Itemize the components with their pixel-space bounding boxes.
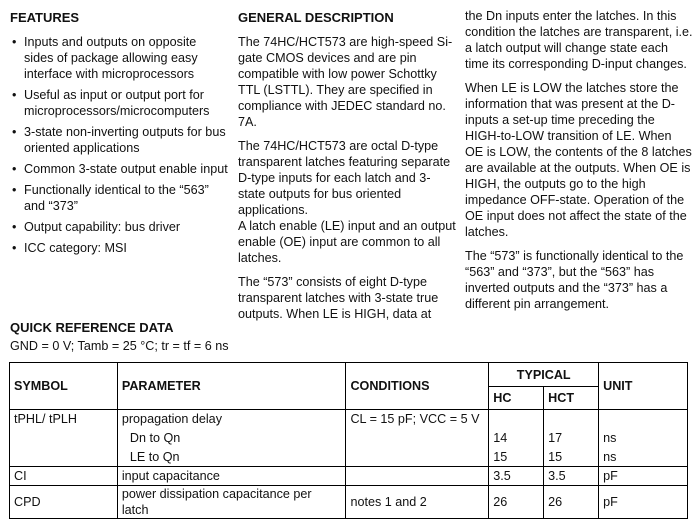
cell-unit — [599, 410, 688, 429]
list-item: • Useful as input or output port for microprocessors/microcomputers — [10, 87, 228, 119]
cell-parameter: power dissipation capacitance per latch — [117, 486, 346, 519]
paragraph: When LE is LOW the latches store the information that was present at the D-inputs a set-up time preceding the HIGH-to-LOW transition of LE. When OE is LOW, the contents of the 8 latches are available at the outputs. When OE is HIGH, the outputs go to the high impedance OFF-state. Operation of the OE input does not affect the state of the latches. — [465, 81, 692, 239]
features-section — [10, 8, 228, 261]
cell-hc: 3.5 — [489, 467, 544, 486]
list-item: • ICC category: MSI — [10, 240, 228, 256]
cell-parameter: LE to Qn — [117, 448, 346, 467]
cell-hc: 26 — [489, 486, 544, 519]
features-list — [10, 34, 228, 256]
paragraph: the Dn inputs enter the latches. In this condition the latches are transparent, i.e. a latch output will change state each time its corresponding D-input changes. — [465, 9, 693, 71]
header-hc: HC — [489, 387, 544, 410]
list-item: • Common 3-state output enable input — [10, 161, 228, 177]
cell-hc — [489, 410, 544, 429]
cell-hc: 14 — [489, 429, 544, 448]
cell-conditions: CL = 15 pF; VCC = 5 V — [346, 410, 489, 429]
cell-hct: 3.5 — [544, 467, 599, 486]
cell-symbol — [10, 429, 118, 448]
cell-hct: 15 — [544, 448, 599, 467]
general-description-section — [238, 8, 456, 330]
cell-unit: pF — [599, 486, 688, 519]
list-item: • 3-state non-inverting outputs for bus oriented applications — [10, 124, 228, 156]
cell-hct — [544, 410, 599, 429]
cell-parameter: input capacitance — [117, 467, 346, 486]
table-row — [10, 448, 688, 467]
cell-symbol: tPHL/ tPLH — [10, 410, 118, 429]
cell-unit: ns — [599, 429, 688, 448]
list-item: • Inputs and outputs on opposite sides of package allowing easy interface with microprocessors — [10, 34, 228, 82]
cell-symbol: CI — [10, 467, 118, 486]
quick-reference-title: QUICK REFERENCE DATA — [10, 320, 174, 335]
list-item: • Output capability: bus driver — [10, 219, 228, 235]
quick-reference-conditions: GND = 0 V; Tamb = 25 °C; tr = tf = 6 ns — [10, 339, 229, 353]
cell-conditions — [346, 429, 489, 448]
cell-conditions: notes 1 and 2 — [346, 486, 489, 519]
header-symbol: SYMBOL — [10, 363, 118, 410]
paragraph: The 74HC/HCT573 are high-speed Si-gate CMOS devices and are pin compatible with low power Schottky TTL (LSTTL). They are specified in compliance with JEDEC standard no. 7A. — [238, 35, 453, 129]
table-row — [10, 410, 688, 429]
paragraph: The “573” consists of eight D-type transparent latches with 3-state true outputs. When LE is HIGH, data at — [238, 275, 439, 321]
list-item: • Functionally identical to the “563” and “373” — [10, 182, 228, 214]
quick-reference-table — [9, 362, 688, 519]
header-typical: TYPICAL — [489, 363, 599, 387]
general-description-title: GENERAL DESCRIPTION — [238, 10, 394, 25]
cell-hc: 15 — [489, 448, 544, 467]
header-hct: HCT — [544, 387, 599, 410]
cell-symbol: CPD — [10, 486, 118, 519]
cell-unit: ns — [599, 448, 688, 467]
paragraph: A latch enable (LE) input and an output enable (OE) input are common to all latches. — [238, 219, 456, 265]
paragraph: The “573” is functionally identical to the “563” and “373”, but the “563” has inverted outputs and the “373” has a different pin arrangement. — [465, 249, 684, 311]
paragraph: The 74HC/HCT573 are octal D-type transparent latches featuring separate D-type inputs for each latch and 3-state outputs for bus oriented applications. — [238, 139, 451, 217]
description-continued-section — [465, 8, 693, 320]
header-parameter: PARAMETER — [117, 363, 346, 410]
features-title: FEATURES — [10, 10, 80, 25]
cell-hct: 17 — [544, 429, 599, 448]
cell-parameter: propagation delay — [117, 410, 346, 429]
header-unit: UNIT — [599, 363, 688, 410]
cell-symbol — [10, 448, 118, 467]
header-conditions: CONDITIONS — [346, 363, 489, 410]
cell-parameter: Dn to Qn — [117, 429, 346, 448]
table-row — [10, 486, 688, 519]
table-row — [10, 429, 688, 448]
cell-conditions — [346, 467, 489, 486]
table-row — [10, 467, 688, 486]
cell-unit: pF — [599, 467, 688, 486]
cell-conditions — [346, 448, 489, 467]
cell-hct: 26 — [544, 486, 599, 519]
